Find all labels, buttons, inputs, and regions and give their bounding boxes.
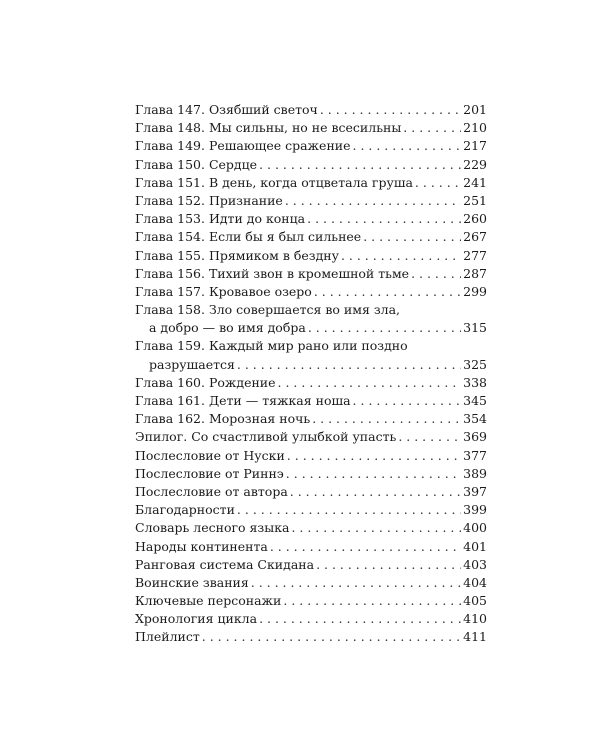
toc-dot-leader (202, 628, 461, 646)
toc-entry[interactable] (135, 538, 487, 556)
toc-dot-leader (314, 283, 461, 301)
toc-dot-leader (287, 447, 461, 465)
toc-dot-leader (290, 483, 461, 501)
toc-entry[interactable] (135, 247, 487, 265)
toc-entry-title: Глава 149. Решающее сражение (135, 138, 351, 154)
toc-entry-title: Глава 154. Если бы я был сильнее (135, 229, 362, 245)
toc-page-number: 345 (463, 393, 487, 408)
toc-entry[interactable] (135, 501, 487, 519)
toc-page-number: 217 (463, 138, 487, 154)
toc-dot-leader (320, 101, 461, 119)
toc-dot-leader (353, 137, 462, 155)
toc-page-number: 251 (463, 192, 487, 208)
toc-page-number: 411 (463, 629, 487, 645)
toc-entry[interactable] (135, 101, 487, 119)
toc-entry[interactable] (135, 428, 487, 446)
toc-entry-title: Хронология цикла (135, 611, 258, 627)
toc-page-number: 325 (463, 356, 487, 372)
toc-dot-leader (237, 501, 461, 519)
toc-page-number: 338 (463, 374, 487, 390)
toc-entry-title: Ранговая система Скидана (135, 556, 315, 572)
toc-entry[interactable] (135, 119, 487, 137)
toc-page-number: 241 (463, 174, 487, 190)
toc-entry[interactable] (135, 610, 487, 628)
toc-entry-title: Плейлист (135, 629, 200, 645)
toc-dot-leader (353, 392, 462, 410)
toc-entry-title: Ключевые персонажи (135, 593, 282, 609)
toc-page-number: 277 (463, 247, 487, 263)
toc-entry-title: Послесловие от Нуски (135, 447, 285, 463)
toc-entry-title: Словарь лесного языка (135, 520, 290, 536)
toc-dot-leader (415, 174, 461, 192)
toc-entry[interactable] (135, 392, 487, 410)
toc-page-number: 404 (463, 574, 487, 590)
toc-dot-leader (316, 556, 461, 574)
toc-entry-title-line2: разрушается (149, 356, 235, 372)
toc-entry-title: Глава 162. Морозная ночь (135, 411, 311, 427)
toc-entry[interactable] (135, 374, 487, 392)
toc-dot-leader (398, 428, 461, 446)
toc-page-number: 287 (463, 265, 487, 281)
toc-entry[interactable] (135, 301, 487, 337)
toc-entry-title: Народы континента (135, 538, 268, 554)
toc-entry-title: Глава 155. Прямиком в бездну (135, 247, 339, 263)
toc-page-number: 201 (463, 102, 487, 117)
toc-dot-leader (251, 574, 461, 592)
toc-entry-title-line2: а добро — во имя добра (149, 320, 306, 336)
toc-entry-title: Послесловие от автора (135, 483, 288, 499)
toc-dot-leader (341, 247, 461, 265)
toc-dot-leader (411, 265, 461, 283)
toc-entry-title: Глава 157. Кровавое озеро (135, 283, 312, 299)
toc-dot-leader (285, 192, 461, 210)
toc-entry[interactable] (135, 210, 487, 228)
toc-dot-leader (307, 210, 461, 228)
toc-dot-leader (312, 410, 461, 428)
toc-entry[interactable] (135, 283, 487, 301)
toc-entry-title: Глава 148. Мы сильны, но не всесильны (135, 120, 402, 136)
toc-dot-leader (270, 538, 461, 556)
toc-entry[interactable] (135, 228, 487, 246)
toc-page-number: 267 (463, 229, 487, 245)
toc-page-number: 354 (463, 411, 487, 427)
toc-entry-title: Глава 160. Рождение (135, 374, 276, 390)
toc-entry[interactable] (135, 137, 487, 155)
toc-dot-leader (237, 356, 461, 374)
toc-dot-leader (308, 319, 461, 337)
toc-dot-leader (283, 592, 461, 610)
toc-page-number: 405 (463, 593, 487, 609)
toc-entry-title: Глава 152. Признание (135, 192, 283, 208)
toc-page-number: 315 (463, 320, 487, 336)
toc-entry-title: Глава 161. Дети — тяжкая ноша (135, 393, 351, 408)
toc-entry[interactable] (135, 337, 487, 373)
toc-entry[interactable] (135, 156, 487, 174)
toc-page-number: 399 (463, 502, 487, 518)
toc-page-number: 260 (463, 211, 487, 227)
toc-page-number: 229 (463, 156, 487, 172)
toc-page-number: 401 (463, 538, 487, 554)
toc-entry-title-line1: Глава 159. Каждый мир рано или поздно (135, 338, 408, 354)
toc-dot-leader (259, 610, 461, 628)
toc-dot-leader (259, 156, 461, 174)
toc-entry-title: Эпилог. Со счастливой улыбкой упасть (135, 429, 397, 445)
toc-entry[interactable] (135, 465, 487, 483)
toc-entry[interactable] (135, 592, 487, 610)
toc-page-number: 410 (463, 611, 487, 627)
toc-dot-leader (363, 228, 461, 246)
toc-entry-title-line1: Глава 158. Зло совершается во имя зла, (135, 302, 401, 318)
toc-page-number: 389 (463, 465, 487, 481)
toc-entry[interactable] (135, 447, 487, 465)
toc-entry-title: Послесловие от Риннэ (135, 465, 284, 481)
toc-entry-title: Глава 147. Озябший светоч (135, 102, 318, 117)
toc-page-number: 299 (463, 283, 487, 299)
toc-entry[interactable] (135, 574, 487, 592)
toc-entry[interactable] (135, 483, 487, 501)
toc-page-number: 403 (463, 556, 487, 572)
toc-entry-title: Воинские звания (135, 574, 249, 590)
toc-entry-title: Глава 156. Тихий звон в кромешной тьме (135, 265, 410, 281)
toc-page-number: 377 (463, 447, 487, 463)
toc-entry-title: Благодарности (135, 502, 235, 518)
toc-entry-title: Глава 151. В день, когда отцветала груша (135, 174, 413, 190)
toc-entry[interactable] (135, 556, 487, 574)
table-of-contents (135, 101, 487, 647)
toc-entry[interactable] (135, 628, 487, 646)
toc-dot-leader (286, 465, 461, 483)
toc-page-number: 369 (463, 429, 487, 445)
toc-dot-leader (291, 519, 461, 537)
toc-entry[interactable] (135, 174, 487, 192)
toc-entry[interactable] (135, 410, 487, 428)
toc-dot-leader (278, 374, 462, 392)
toc-entry[interactable] (135, 192, 487, 210)
toc-dot-leader (403, 119, 461, 137)
toc-entry[interactable] (135, 265, 487, 283)
toc-page-number: 210 (463, 120, 487, 136)
toc-page-number: 400 (463, 520, 487, 536)
toc-entry[interactable] (135, 519, 487, 537)
toc-entry-title: Глава 153. Идти до конца (135, 211, 306, 227)
toc-entry-title: Глава 150. Сердце (135, 156, 258, 172)
toc-page-number: 397 (463, 483, 487, 499)
